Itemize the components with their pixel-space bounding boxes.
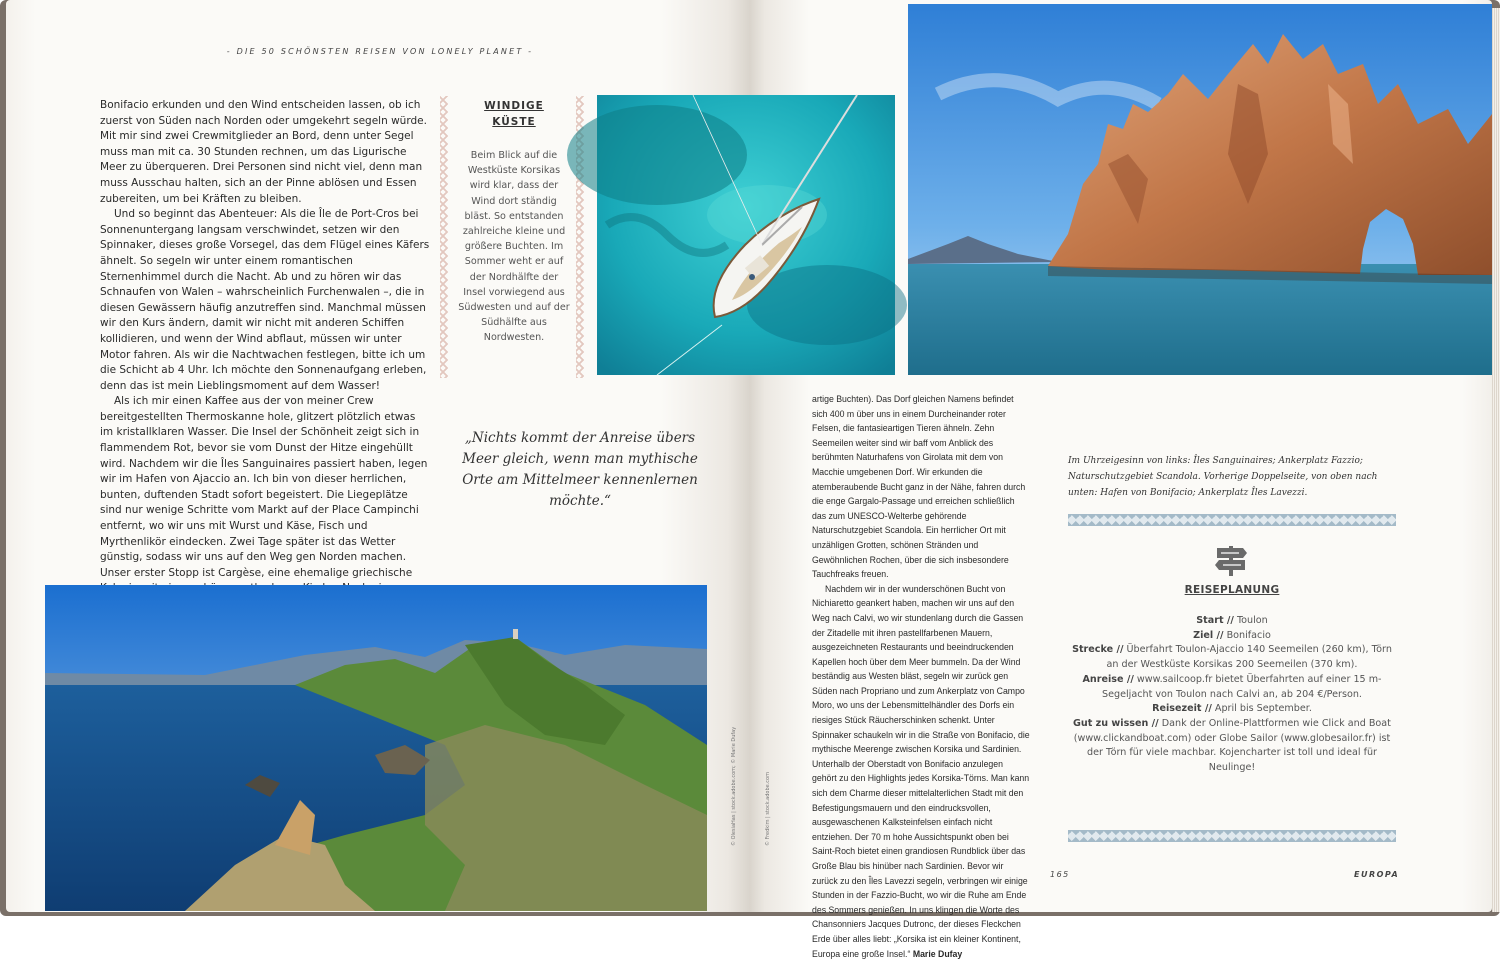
planning-anreise bbox=[1068, 673, 1396, 702]
right-paragraph-2-text: Nachdem wir in der wunderschönen Bucht von Nichiaretto geankert haben, machen wir uns auf den Weg nach Calvi, wo wir stundenlang durch die Gassen der Zitadelle mit ihren pastellfarbenen Mauern, ausgezeichneten Restaurants und beeindruckenden Kapellen hoch über dem Meer bummeln. Da der Wind beständig aus Westen bläst, segeln wir zurück gen Süden nach Propriano und zum Ankerplatz von Campo Moro, wo uns der Lebensmittelhändler des Dorfs ein riesiges Stück Räucherschinken schenkt. Unter Spinnaker schaukeln wir in die Straße von Bonifacio, die mythische Meerenge zwischen Korsika und Sardinien. Unterhalb der Oberstadt von Bonifacio anzulegen gehört zu den Highlights jedes Korsika-Törns. Man kann sich dem Charme dieser mittelalterlichen Stadt mit den Befestigungsmauern und den eindrucksvollen, ausgewaschenen Kalksteinfelsen einfach nicht entziehen. Der 70 m hohe Aussichtspunkt oben bei Saint-Roch bietet einen grandiosen Rundblick über das Große Blau bis hinüber nach Sardinien. Bevor wir zurück zu den Îles Lavezzi segeln, verbringen wir einige Stunden in der Fazzio-Bucht, wo wir die Ruhe am Ende des Sommers genießen. In uns klingen die Worte des Chansonniers Jacques Dutronc, der dieses Fleckchen Erde über alles liebt: „Korsika ist ein kleiner Kontinent, Europa eine große Insel.“ bbox=[812, 582, 1030, 959]
ziel-value: Bonifacio bbox=[1226, 629, 1271, 641]
left-paragraph-3-text: Als ich mir einen Kaffee aus der von meiner Crew bereitgestellten Thermoskanne hole, glitzert plötzlich etwas im kristallklaren Wasser. Die Insel der Schönheit zeigt sich in flammendem Rot, bevor sie vom Dunst der Hitze eingehüllt wird. Nachdem wir die Îles Sanguinaires passiert haben, legen wir im Hafen von Ajaccio an. Ich bin von dieser herrlichen, bunten, duftenden Stadt sofort begeistert. Die Liegeplätze sind nur wenige Schritte vom Markt auf der Place Campinchi entfernt, wo wir uns mit Wurst und Käse, Fisch und Myrthenlikör eindecken. Zwei Tage später ist das Wetter günstig, sodass wir uns auf den Weg gen Norden machen. Unser erster Stopp ist Cargèse, eine ehemalige griechische bbox=[100, 395, 428, 579]
gut-zu-wissen-label: Gut zu wissen // bbox=[1073, 717, 1159, 729]
sidebar-title-line-2: KÜSTE bbox=[492, 116, 536, 128]
pull-quote: „Nichts kommt der Anreise übers Meer gleich, wenn man mythische Orte am Mittelmeer kennenlernen möchte.“ bbox=[462, 430, 698, 509]
photo-credit-right: © Fredkim | stock.adobe.com bbox=[765, 772, 771, 846]
right-paragraph-1: artige Buchten). Das Dorf gleichen Namens befindet sich 400 m über uns in einem Durcheinander roter Felsen, die fantasieartigen Tieren ähneln. Zehn Seemeilen weiter sind wir baff vom Anblick des berühmten Naturhafens von Girolata mit dem von Macchie umgebenen Dorf. Wir erkunden die atemberaubende Bucht ganz in der Nähe, fahren durch die enge Gargalo-Passage und erreichen schließlich das zum UNESCO-Welterbe gehörende Naturschutzgebiet Scandola. Ein herrlicher Ort mit unzähligen Grotten, schönen Stränden und Gewöhnlichen Rochen, über die sich insbesondere Tauchfreaks freuen. bbox=[812, 393, 1026, 580]
reisezeit-label: Reisezeit // bbox=[1152, 703, 1212, 715]
planning-ziel bbox=[1068, 629, 1396, 644]
author-name: Marie Dufay bbox=[912, 947, 963, 959]
signpost-icon bbox=[1213, 542, 1249, 576]
anreise-label: Anreise // bbox=[1082, 673, 1134, 685]
page-stack bbox=[1492, 8, 1500, 912]
strecke-label: Strecke // bbox=[1072, 644, 1124, 656]
start-label: Start // bbox=[1196, 615, 1234, 626]
photo-caption: Im Uhrzeigesinn von links: Îles Sanguinaires; Ankerplatz Fazzio; Naturschutzgebiet Scandola. Vorherige Doppelseite, von oben nach unten: Hafen von Bonifacio; Ankerplatz Îles Lavezzi. bbox=[1068, 456, 1378, 498]
planning-details bbox=[1068, 614, 1396, 776]
reisezeit-value: April bis September. bbox=[1214, 703, 1312, 715]
sailboat-photo bbox=[597, 95, 895, 375]
section-label: EUROPA bbox=[1354, 870, 1400, 879]
planning-gut-zu-wissen bbox=[1068, 717, 1396, 776]
sidebar-title-line-1: WINDIGE bbox=[484, 100, 544, 112]
running-head: - DIE 50 SCHÖNSTEN REISEN VON LONELY PLANET - bbox=[226, 47, 534, 56]
sidebar-pattern-left bbox=[440, 96, 452, 378]
left-text-column bbox=[100, 98, 430, 579]
left-paragraph-1: Bonifacio erkunden und den Wind entscheiden lassen, ob ich zuerst von Süden nach Norden oder umgekehrt segeln würde. Mit mir sind zwei Crewmitglieder an Bord, denn unter Segel muss man mit ca. 30 Stunden rechnen, um das Ligurische Meer zu überqueren. Drei Personen sind nicht viel, denn man muss Ausschau halten, sich an der Pinne ablösen und Essen zubereiten, um bei Kräften zu bleiben. bbox=[100, 99, 427, 205]
ziel-label: Ziel // bbox=[1193, 629, 1224, 641]
anreise-value: www.sailcoop.fr bietet Überfahrten auf einer 15 m-Segeljacht von Toulon nach Calvi an, ab 204 €/Person. bbox=[1102, 673, 1382, 700]
sidebar-title bbox=[458, 98, 570, 130]
sidebar-text: Beim Blick auf die Westküste Korsikas wird klar, dass der Wind dort ständig bläst. So entstanden zahlreiche kleine und größere Buchten. Im Sommer weht er auf der Nordhälfte der Insel vorwiegend aus Südwesten und auf der Südhälfte aus Nordwesten. bbox=[458, 150, 570, 344]
decorative-stripe-top bbox=[1068, 514, 1396, 526]
sidebar-box bbox=[440, 96, 588, 378]
coast-photo bbox=[45, 585, 707, 911]
decorative-stripe-bottom bbox=[1068, 830, 1396, 842]
planning-title: REISEPLANUNG bbox=[1184, 584, 1280, 596]
planning-reisezeit bbox=[1068, 702, 1396, 717]
planning-start bbox=[1068, 614, 1396, 629]
gut-zu-wissen-value: Dank der Online-Plattformen wie Click and Boat (www.clickandboat.com) oder Globe Sailor (www.globesailor.fr) ist der Törn für viele machbar. Kojencharter ist toll und ideal für Neulinge! bbox=[1073, 717, 1391, 774]
right-paragraph-2 bbox=[812, 582, 1030, 961]
rock-arch-photo bbox=[908, 4, 1492, 375]
right-text-column bbox=[812, 392, 1030, 961]
page-number: 165 bbox=[1050, 870, 1070, 879]
planning-strecke bbox=[1068, 643, 1396, 672]
photo-credit-left: © OlesiaHas | stock.adobe.com; © Marie Dufay bbox=[731, 726, 737, 846]
start-value: Toulon bbox=[1236, 615, 1268, 626]
left-paragraph-2: Und so beginnt das Abenteuer: Als die Île de Port-Cros bei Sonnenuntergang langsam verschwindet, setzen wir den Spinnaker, dieses große Vorsegel, das dem Flügel eines Käfers ähnelt. So segeln wir unter einem romantischen Sternenhimmel durch die Nacht. Ab und zu hören wir das Schnaufen von Walen – wahrscheinlich Furchenwalen –, die in diesen Gewässern häufig anzutreffen sind. Manchmal müssen wir den Kurs ändern, damit wir nicht mit anderen Schiffen kollidieren, und wenn der Wind abflaut, müssen wir unter Motor fahren. Als wir die Nachtwachen festlegen, bitte ich um die Schicht ab 4 Uhr. Ich möchte den Sonnenaufgang erleben, denn das ist mein Lieblingsmoment auf dem Wasser! bbox=[100, 208, 430, 392]
strecke-value: Überfahrt Toulon-Ajaccio 140 Seemeilen (260 km), Törn an der Westküste Korsikas 200 Seemeilen (370 km). bbox=[1106, 644, 1392, 671]
